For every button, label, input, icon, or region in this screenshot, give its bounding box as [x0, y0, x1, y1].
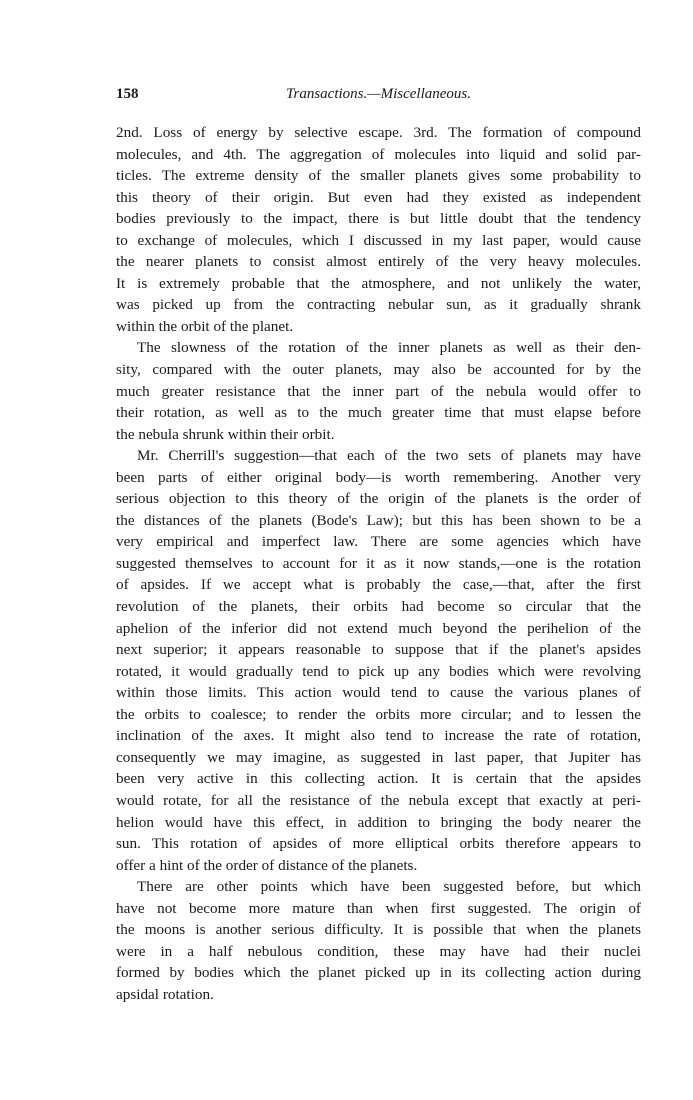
text-line: suggested themselves to account for it as it now stands,—one is the rotation — [116, 554, 641, 572]
text-line: serious objection to this theory of the origin of the planets is the order of — [116, 490, 641, 508]
text-line: bodies previously to the impact, there is but little doubt that the tendency — [116, 210, 641, 228]
body-text — [116, 122, 641, 1005]
text-line: the nearer planets to consist almost entirely of the very heavy molecules. — [116, 253, 641, 271]
text-line: apsidal rotation. — [116, 985, 214, 1003]
text-line: this theory of their origin. But even had they existed as independent — [116, 188, 641, 206]
text-line: offer a hint of the order of distance of the planets. — [116, 856, 418, 874]
text-line: molecules, and 4th. The aggregation of molecules into liquid and solid par- — [116, 145, 641, 163]
paragraph — [116, 122, 641, 337]
text-line: It is extremely probable that the atmosphere, and not unlikely the water, — [116, 274, 641, 292]
text-line: was picked up from the contracting nebular sun, as it gradually shrank — [116, 296, 641, 314]
text-line: aphelion of the inferior did not extend much beyond the perihelion of the — [116, 619, 641, 637]
text-line: the nebula shrunk within their orbit. — [116, 425, 335, 443]
paragraph — [116, 876, 641, 1005]
text-line: formed by bodies which the planet picked up in its collecting action during — [116, 964, 641, 982]
text-line: There are other points which have been suggested before, but which — [137, 878, 641, 896]
text-line: rotated, it would gradually tend to pick up any bodies which were revolving — [116, 662, 641, 680]
text-line: the moons is another serious difficulty. It is possible that when the planets — [116, 921, 641, 939]
text-line: very empirical and imperfect law. There are some agencies which have — [116, 533, 641, 551]
text-line: helion would have this effect, in addition to bringing the body nearer the — [116, 813, 641, 831]
text-line: inclination of the axes. It might also tend to increase the rate of rotation, — [116, 727, 641, 745]
page-number: 158 — [116, 86, 139, 102]
text-line: their rotation, as well as to the much greater time that must elapse before — [116, 404, 641, 422]
text-line: of apsides. If we accept what is probably the case,—that, after the first — [116, 576, 641, 594]
text-line: have not become more mature than when first suggested. The origin of — [116, 899, 641, 917]
text-line: Mr. Cherrill's suggestion—that each of the two sets of planets may have — [137, 447, 641, 465]
text-line: much greater resistance that the inner part of the nebula would offer to — [116, 382, 641, 400]
running-title: Transactions.—Miscellaneous. — [285, 86, 471, 102]
page-header — [116, 86, 641, 108]
text-line: within those limits. This action would tend to cause the various planes of — [116, 684, 641, 702]
text-line: revolution of the planets, their orbits had become so circular that the — [116, 598, 641, 616]
text-line: been very active in this collecting action. It is certain that the apsides — [116, 770, 641, 788]
text-line: sun. This rotation of apsides of more elliptical orbits therefore appears to — [116, 835, 641, 853]
text-line: 2nd. Loss of energy by selective escape. 3rd. The formation of compound — [116, 124, 641, 141]
text-line: The slowness of the rotation of the inner planets as well as their den- — [137, 339, 641, 357]
text-line: the orbits to coalesce; to render the orbits more circular; and to lessen the — [116, 705, 641, 723]
text-line: to exchange of molecules, which I discussed in my last paper, would cause — [116, 231, 641, 249]
paragraph — [116, 337, 641, 445]
text-line: next superior; it appears reasonable to suppose that if the planet's apsides — [116, 641, 641, 659]
text-line: were in a half nebulous condition, these may have had their nuclei — [116, 942, 641, 960]
text-line: within the orbit of the planet. — [116, 317, 294, 335]
text-line: been parts of either original body—is worth remembering. Another very — [116, 468, 641, 486]
paragraph — [116, 445, 641, 876]
text-line: would rotate, for all the resistance of the nebula except that exactly at peri- — [116, 791, 641, 809]
text-line: sity, compared with the outer planets, may also be accounted for by the — [116, 361, 641, 379]
text-line: consequently we may imagine, as suggested in last paper, that Jupiter has — [116, 748, 641, 766]
text-line: ticles. The extreme density of the smaller planets gives some probability to — [116, 167, 641, 185]
text-line: the distances of the planets (Bode's Law); but this has been shown to be a — [116, 511, 641, 529]
